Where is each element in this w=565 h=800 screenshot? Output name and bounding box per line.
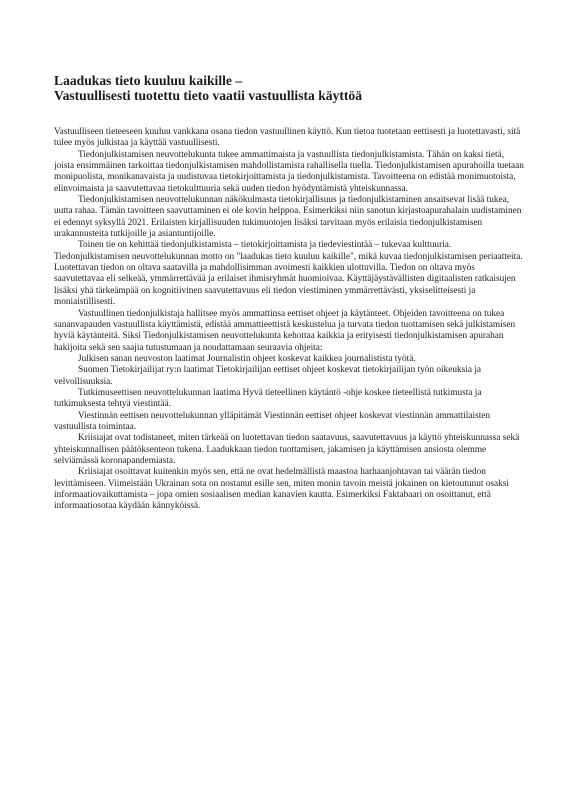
- guideline-item: Julkisen sanan neuvoston laatimat Journalistin ohjeet koskevat kaikkea journalistista työtä.: [78, 353, 416, 364]
- paragraph: Tiedonjulkistamisen neuvottelukunnan näkökulmasta tietokirjallisuus ja tiedonjulkistaminen ansaitsevat lisää tukea, uutta rahaa. Tämän tavoitteen saavuttaminen ei ole kovin helppoa. Esimerkiksi niin sanotun kirjastoapurahalain uudistaminen ei edennyt syksyllä 2021. Erilaisten kirjallisuuden tukimuotojen lisäksi tarvitaan myös erilaisia tiedonjulkistamisen urakannusteita tutkijoille ja asiantuntijoille.: [54, 195, 522, 240]
- article-body: [54, 127, 524, 513]
- guideline-item: Tutkimuseettisen neuvottelukunnan laatima Hyvä tieteellinen käytäntö -ohje koskee tieteellistä tutkimusta ja tutkimuksesta tehtyä viestintää.: [54, 387, 482, 410]
- paragraph: Kriisiajat osoittavat kuitenkin myös sen, että ne ovat hedelmällistä maastoa harhaanjohtavan tai väärän tiedon levittämiseen. Viimeistään Ukrainan sota on nostanut esille sen, miten monin tavoin meistä jokainen on kietoutunut osaksi informaatiovaikuttamista – jopa omien sosiaalisen median kanavien kautta. Esimerkiksi Faktabaari on osoittanut, että informaatiosotaa käydään kännyköissä.: [54, 467, 509, 512]
- paragraph: Toinen tie on kehittää tiedonjulkistamista – tietokirjoittamista ja tiedeviestintää – tukevaa kulttuuria. Tiedonjulkistamisen neuvottelukunnan motto on "laadukas tieto kuuluu kaikille", mikä kuvaa tiedonjulkistamisen periaatteita. Luotettavan tiedon on oltava saatavilla ja mahdollisimman avoimesti kaikkien ulottuvilla. Tiedon on oltava myös saavutettavaa eli selkeää, ymmärrettävää ja erilaiset ihmisryhmät huomioivaa. Käyttäjäystävällisten digitaalisten ratkaisujen lisäksi yhä tärkeämpää on kognitiivinen saavutettavuus eli tiedon viestiminen ymmärrettävästi, yksiselitteisesti ja moniaistillisesti.: [54, 240, 523, 308]
- paragraph: Vastuullinen tiedonjulkistaja hallitsee myös ammattinsa eettiset ohjeet ja käytänteet. Ohjeiden tavoitteena on tukea sananvapauden vastuullista käyttämistä, edistää ammattieettistä keskustelua ja turvata tiedon tuottamisen sekä julkistamisen hyviä käytänteitä. Siksi Tiedonjulkistamisen neuvottelukunta kehottaa kaikkia ja erityisesti tiedonjulkistamisen apurahan hakijoita sekä sen saajia tutustumaan ja noudattamaan seuraavia ohjeita:: [54, 308, 516, 353]
- paragraph: Kriisiajat ovat todistaneet, miten tärkeää on luotettavan tiedon saatavuus, saavutettavuus ja käyttö yhteiskunnassa sekä yhteiskunnallisen päätöksenteon tukena. Laadukkaan tiedon tuottamisen, jakamisen ja käyttämisen ansiosta olemme selviämässä koronapandemiasta.: [54, 433, 520, 466]
- paragraph: Tiedonjulkistamisen neuvottelukunta tukee ammattimaista ja vastuullista tiedonjulkistamista. Tähän on kaksi tietä, joista ensimmäinen tarkoittaa tiedonjulkistamisen mahdollistamista rahallisella tuella. Tiedonjulkistamisen apurahoilla tuetaan monipuolista, monikanavaista ja uudistuvaa tietokirjoittamista ja tiedonjulkistamista. Tavoitteena on edistää monimuotoista, elinvoimaista ja saavutettavaa tietokulttuuria sekä uuden tiedon hyödyntämistä yhteiskunnassa.: [54, 149, 524, 194]
- page-title: [54, 73, 524, 103]
- guideline-item: Viestinnän eettisen neuvottelukunnan ylläpitämät Viestinnän eettiset ohjeet koskevat viestinnän ammattilaisten vastuullista toimintaa.: [54, 410, 491, 432]
- title-line-2: Vastuullisesti tuotettu tieto vaatii vastuullista käyttöä: [54, 88, 363, 103]
- title-line-1: Laadukas tieto kuuluu kaikille –: [54, 73, 243, 88]
- paragraph-intro: Vastuulliseen tieteeseen kuuluu vankkana osana tiedon vastuullinen käyttö. Kun tietoa tuotetaan eettisesti ja luotettavasti, sitä tulee myös julkistaa ja käyttää vastuullisesti.: [54, 127, 521, 149]
- guideline-item: Suomen Tietokirjailijat ry:n laatimat Tietokirjailijan eettiset ohjeet koskevat tietokirjailijan työn oikeuksia ja velvollisuuksia.: [54, 365, 482, 387]
